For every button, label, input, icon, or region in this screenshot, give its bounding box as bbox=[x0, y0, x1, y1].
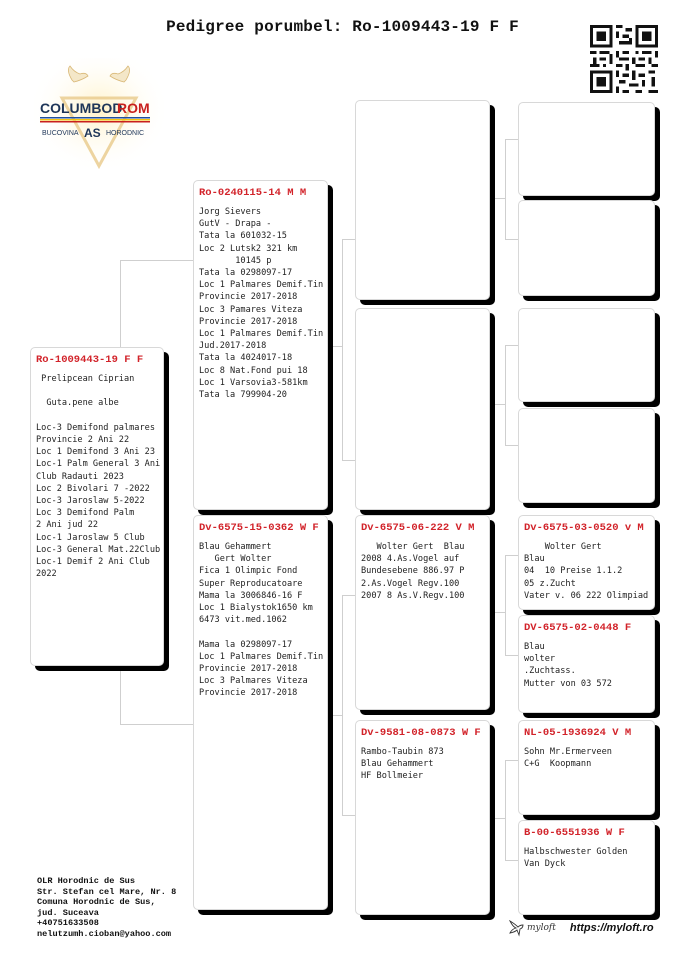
connector-line bbox=[328, 346, 343, 347]
connector-line bbox=[505, 139, 506, 239]
connector-line bbox=[342, 239, 355, 240]
myloft-url-link[interactable]: https://myloft.ro bbox=[569, 922, 654, 934]
ring-number: Ro-1009443-19 F F bbox=[36, 354, 144, 366]
svg-text:AS: AS bbox=[84, 126, 101, 140]
columbodrom-logo bbox=[34, 58, 164, 173]
connector-line bbox=[342, 595, 343, 715]
svg-text:HORODNIC: HORODNIC bbox=[106, 130, 145, 137]
ring-number: Dv-6575-03-0520 v M bbox=[524, 522, 644, 534]
ring-number: Dv-9581-08-0873 W F bbox=[361, 727, 481, 739]
ring-number: B-00-6551936 W F bbox=[524, 827, 625, 839]
pigeon-card-sire[interactable] bbox=[193, 180, 328, 510]
connector-line bbox=[505, 760, 506, 860]
myloft-brand: myloft bbox=[527, 923, 556, 933]
connector-line bbox=[120, 724, 193, 725]
myloft-branding bbox=[508, 918, 654, 938]
connector-line bbox=[505, 655, 518, 656]
ring-number: Dv-6575-06-222 V M bbox=[361, 522, 475, 534]
connector-line bbox=[505, 139, 518, 140]
connector-line bbox=[342, 239, 343, 346]
contact-address: OLR Horodnic de Sus Str. Stefan cel Mare, Nr. 8 Comuna Horodnic de Sus, jud. Suceava +40751633508 nelutzumh.cioban@yahoo.com bbox=[37, 876, 177, 939]
pigeon-card-dam[interactable] bbox=[193, 515, 328, 910]
connector-line bbox=[505, 345, 506, 445]
pigeon-notes: Blau wolter .Zuchtass. Mutter von 03 572 bbox=[524, 642, 612, 689]
pigeon-card-dam-dam[interactable] bbox=[355, 720, 490, 915]
pigeon-notes: Rambo-Taubin 873 Blau Gehammert HF Bollmeier bbox=[361, 747, 444, 782]
connector-line bbox=[120, 260, 121, 348]
pigeon-card-dam-sire-dam[interactable] bbox=[518, 615, 655, 713]
pigeon-notes: Prelipcean Ciprian Guta.pene albe Loc-3 Demifond palmares Provincie 2 Ani 22 Loc 1 Demifond 3 Ani 23 Loc-1 Palm General 3 Ani Club Radauti 2023 Loc 2 Bivolari 7 -2022 Loc-3 Jaroslaw 5-2022 Loc 3 Demifond Palm 2 Ani jud 22 Loc-1 Jaroslaw 5 Club Loc-3 General Mat.22Club Loc-1 Demif 2 Ani Club 2022 bbox=[36, 374, 161, 580]
connector-line bbox=[120, 666, 121, 724]
connector-line bbox=[505, 239, 518, 240]
svg-text:ROM: ROM bbox=[117, 100, 150, 116]
connector-line bbox=[490, 612, 506, 613]
pigeon-card-empty[interactable] bbox=[518, 200, 655, 296]
pigeon-notes: Jorg Sievers GutV - Drapa - Tata la 601032-15 Loc 2 Lutsk2 321 km 10145 p Tata la 0298097-17 Loc 1 Palmares Demif.Tin Provincie 2017-2018 Loc 3 Pamares Viteza Provincie 2017-2018 Loc 1 Palmares Demif.Tin Jud.2017-2018 Tata la 4024017-18 Loc 8 Nat.Fond pui 18 Loc 1 Varsovia3-581km Tata la 799904-20 bbox=[199, 207, 324, 401]
connector-line bbox=[490, 404, 506, 405]
connector-line bbox=[505, 445, 518, 446]
connector-line bbox=[328, 715, 343, 716]
pigeon-card-dam-dam-dam[interactable] bbox=[518, 820, 655, 915]
svg-text:BUCOVINA: BUCOVINA bbox=[42, 130, 79, 137]
connector-line bbox=[490, 818, 506, 819]
pigeon-notes: Wolter Gert Blau 2008 4.As.Vogel auf Bundesebene 886.97 P 2.As.Vogel Regv.100 2007 8 As.V.Regv.100 bbox=[361, 542, 465, 601]
connector-line bbox=[120, 260, 193, 261]
pigeon-card-dam-sire-sire[interactable] bbox=[518, 515, 655, 610]
pigeon-notes: Halbschwester Golden Van Dyck bbox=[524, 847, 628, 870]
pigeon-card-sire-sire-empty[interactable] bbox=[355, 100, 490, 300]
ring-number: NL-05-1936924 V M bbox=[524, 727, 632, 739]
connector-line bbox=[342, 595, 355, 596]
connector-line bbox=[505, 760, 518, 761]
page-title: Pedigree porumbel: Ro-1009443-19 F F bbox=[166, 18, 519, 36]
pigeon-notes: Wolter Gert Blau 04 10 Preise 1.1.2 05 z.Zucht Vater v. 06 222 Olimpiad bbox=[524, 542, 649, 601]
connector-line bbox=[342, 815, 355, 816]
ring-number: Ro-0240115-14 M M bbox=[199, 187, 307, 199]
ring-number: DV-6575-02-0448 F bbox=[524, 622, 632, 634]
pigeon-card-dam-sire[interactable] bbox=[355, 515, 490, 710]
connector-line bbox=[342, 715, 343, 815]
pigeon-card-sire-dam-empty[interactable] bbox=[355, 308, 490, 510]
qr-code-icon bbox=[590, 25, 658, 93]
pigeon-notes: Blau Gehammert Gert Wolter Fica 1 Olimpic Fond Super Reproducatoare Mama la 3006846-16 F Loc 1 Bialystok1650 km 6473 vit.med.1062 Mama la 0298097-17 Loc 1 Palmares Demif.Tin Provincie 2017-2018 Loc 3 Palmares Viteza Provincie 2017-2018 bbox=[199, 542, 324, 699]
pigeon-card-empty[interactable] bbox=[518, 308, 655, 402]
ring-number: Dv-6575-15-0362 W F bbox=[199, 522, 319, 534]
pigeon-notes: Sohn Mr.Ermerveen C+G Koopmann bbox=[524, 747, 612, 770]
connector-line bbox=[342, 460, 355, 461]
pigeon-card-empty[interactable] bbox=[518, 102, 655, 196]
connector-line bbox=[505, 555, 518, 556]
bird-icon bbox=[508, 919, 524, 937]
connector-line bbox=[505, 345, 518, 346]
connector-line bbox=[490, 198, 506, 199]
svg-text:COLUMBOD: COLUMBOD bbox=[40, 100, 123, 116]
connector-line bbox=[505, 555, 506, 655]
pigeon-card-empty[interactable] bbox=[518, 408, 655, 503]
pigeon-card-subject[interactable] bbox=[30, 347, 164, 666]
pigeon-card-dam-dam-sire[interactable] bbox=[518, 720, 655, 815]
connector-line bbox=[505, 860, 518, 861]
connector-line bbox=[342, 346, 343, 461]
